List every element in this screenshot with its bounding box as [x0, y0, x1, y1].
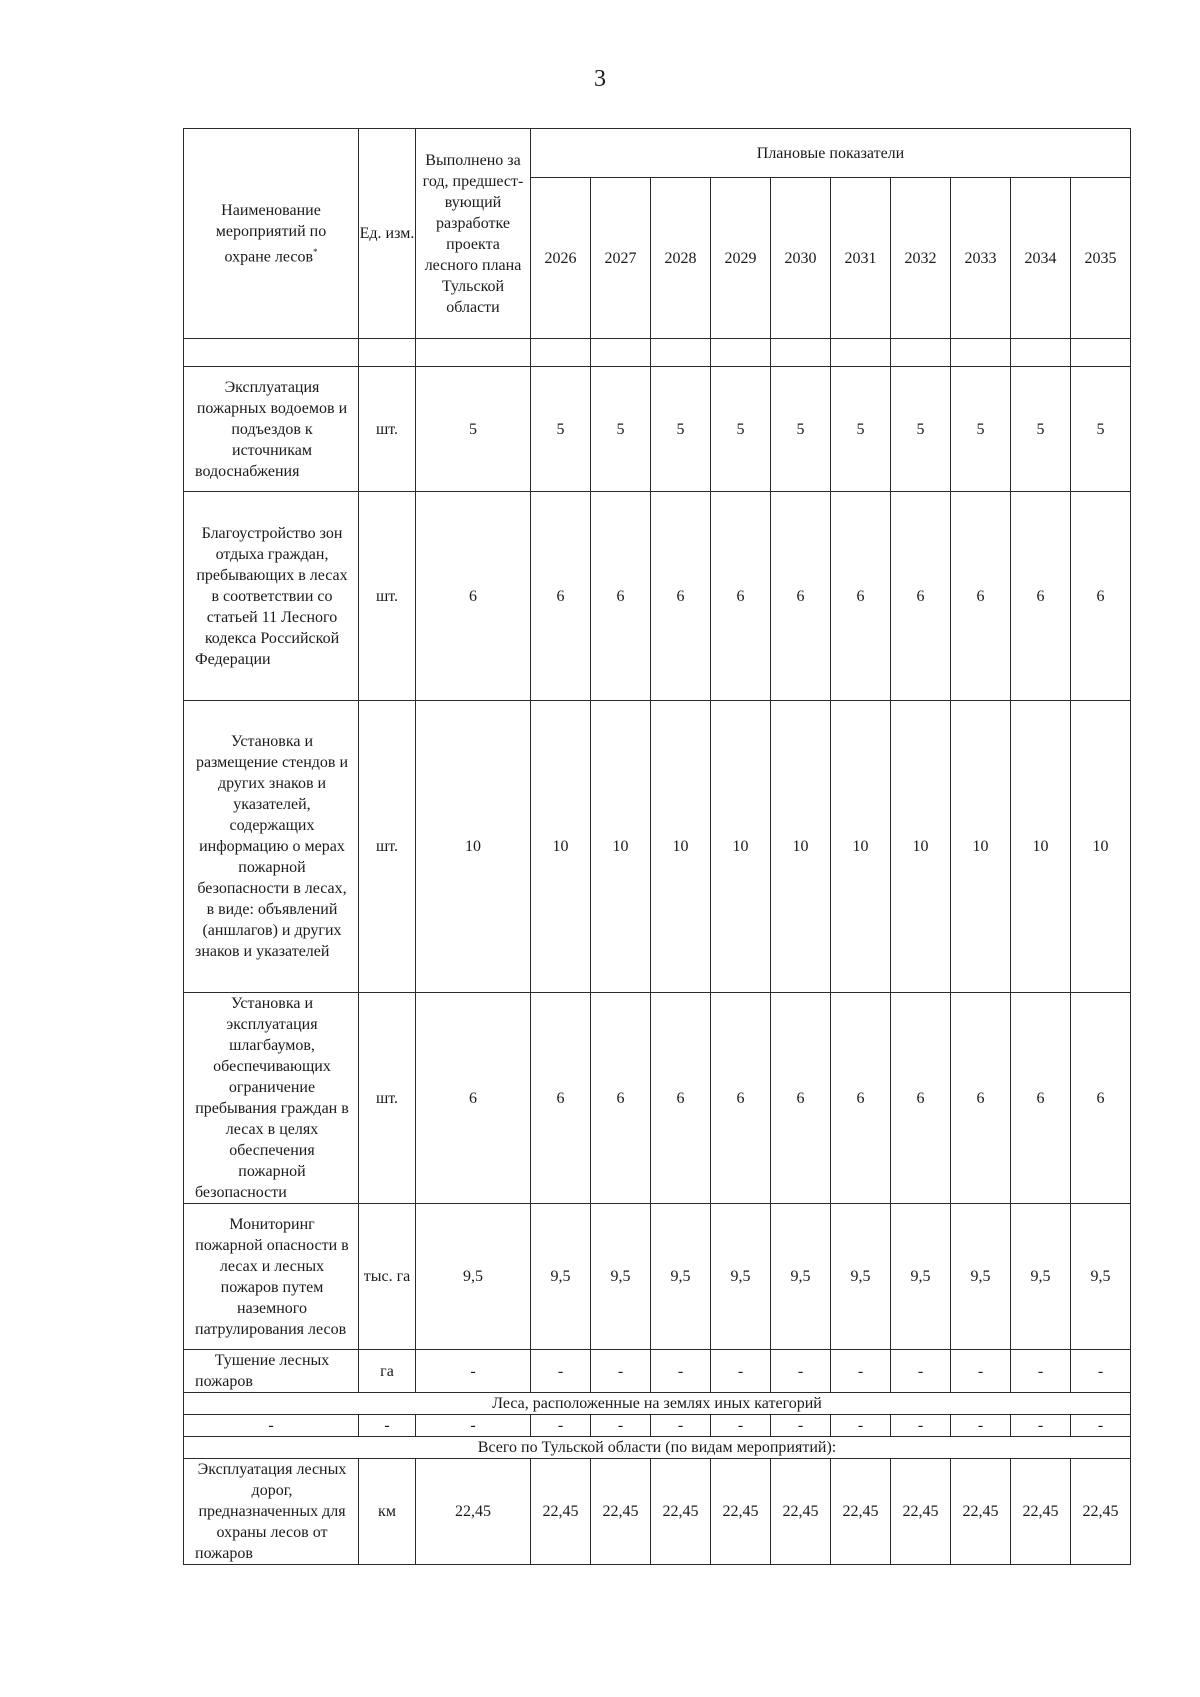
section-row [184, 1437, 1131, 1459]
header-year: 2032 [891, 178, 951, 339]
unit-cell: шт. [359, 993, 416, 1204]
value-cell: 6 [831, 993, 891, 1204]
value-cell: 6 [531, 993, 591, 1204]
value-cell: 10 [951, 701, 1011, 993]
section-row [184, 1393, 1131, 1415]
table-row [184, 701, 1131, 993]
value-cell: 5 [1011, 367, 1071, 492]
header-done: Выполнено за год, предшест-вующий разработке проекта лесного плана Тульской области [416, 129, 531, 339]
value-cell: - [651, 1350, 711, 1393]
value-cell: 22,45 [531, 1459, 591, 1565]
dash-value: - [831, 1415, 891, 1437]
empty-row [184, 339, 1131, 367]
value-cell: - [771, 1350, 831, 1393]
table-row [184, 1204, 1131, 1350]
value-cell: - [711, 1350, 771, 1393]
header-year: 2028 [651, 178, 711, 339]
value-cell: 10 [1071, 701, 1131, 993]
done-cell: 9,5 [416, 1204, 531, 1350]
value-cell: 6 [591, 492, 651, 701]
value-cell: 6 [651, 492, 711, 701]
dash-value: - [1071, 1415, 1131, 1437]
value-cell: 6 [1011, 993, 1071, 1204]
value-cell: 6 [1071, 492, 1131, 701]
header-year: 2030 [771, 178, 831, 339]
page-number: 3 [594, 66, 606, 92]
value-cell: 5 [651, 367, 711, 492]
value-cell: 5 [531, 367, 591, 492]
value-cell: - [591, 1350, 651, 1393]
value-cell: 6 [1071, 993, 1131, 1204]
value-cell: 9,5 [1011, 1204, 1071, 1350]
activity-name: Эксплуатация пожарных водоемов и подъездов к источникам водоснабжения [184, 367, 359, 492]
unit-cell: шт. [359, 701, 416, 993]
done-cell: 22,45 [416, 1459, 531, 1565]
value-cell: 9,5 [711, 1204, 771, 1350]
header-name: Наименование мероприятий по охране лесов* [184, 129, 359, 339]
unit-cell: шт. [359, 367, 416, 492]
value-cell: 6 [891, 993, 951, 1204]
activity-name: Тушение лесных пожаров [184, 1350, 359, 1393]
value-cell: - [831, 1350, 891, 1393]
header-unit: Ед. изм. [359, 129, 416, 339]
value-cell: 5 [951, 367, 1011, 492]
done-cell: 5 [416, 367, 531, 492]
table-row [184, 993, 1131, 1204]
section-other-title: Леса, расположенные на землях иных категорий [184, 1393, 1131, 1415]
value-cell: 22,45 [771, 1459, 831, 1565]
table-row [184, 367, 1131, 492]
value-cell: 9,5 [591, 1204, 651, 1350]
value-cell: - [1071, 1350, 1131, 1393]
value-cell: 6 [1011, 492, 1071, 701]
value-cell: - [891, 1350, 951, 1393]
value-cell: - [1011, 1350, 1071, 1393]
activity-name: Благоустройство зон отдыха граждан, пребывающих в лесах в соответствии со статьей 11 Лесного кодекса Российской Федерации [184, 492, 359, 701]
value-cell: 10 [771, 701, 831, 993]
header-year: 2035 [1071, 178, 1131, 339]
done-cell: - [416, 1350, 531, 1393]
header-year: 2026 [531, 178, 591, 339]
dash-value: - [711, 1415, 771, 1437]
dash-value: - [891, 1415, 951, 1437]
table-row [184, 1459, 1131, 1565]
value-cell: 6 [531, 492, 591, 701]
value-cell: 22,45 [651, 1459, 711, 1565]
value-cell: 5 [711, 367, 771, 492]
value-cell: 9,5 [831, 1204, 891, 1350]
value-cell: 10 [711, 701, 771, 993]
value-cell: 22,45 [951, 1459, 1011, 1565]
value-cell: 5 [591, 367, 651, 492]
value-cell: 9,5 [891, 1204, 951, 1350]
value-cell: 6 [951, 492, 1011, 701]
value-cell: 6 [711, 993, 771, 1204]
value-cell: 6 [771, 993, 831, 1204]
unit-cell: шт. [359, 492, 416, 701]
value-cell: 5 [831, 367, 891, 492]
value-cell: 9,5 [951, 1204, 1011, 1350]
dash-value: - [531, 1415, 591, 1437]
value-cell: 10 [891, 701, 951, 993]
dash-name: - [184, 1415, 359, 1437]
header-year: 2034 [1011, 178, 1071, 339]
unit-cell: км [359, 1459, 416, 1565]
value-cell: 10 [831, 701, 891, 993]
dash-value: - [1011, 1415, 1071, 1437]
activity-name: Мониторинг пожарной опасности в лесах и лесных пожаров путем наземного патрулирования лесов [184, 1204, 359, 1350]
value-cell: 9,5 [651, 1204, 711, 1350]
activity-name: Установка и эксплуатация шлагбаумов, обеспечивающих ограничение пребывания граждан в лесах в целях обеспечения пожарной безопасности [184, 993, 359, 1204]
done-cell: 10 [416, 701, 531, 993]
header-year: 2029 [711, 178, 771, 339]
value-cell: 9,5 [1071, 1204, 1131, 1350]
table-row [184, 492, 1131, 701]
value-cell: 9,5 [531, 1204, 591, 1350]
value-cell: 5 [1071, 367, 1131, 492]
table-body [184, 367, 1131, 1565]
value-cell: 10 [651, 701, 711, 993]
value-cell: 22,45 [1011, 1459, 1071, 1565]
value-cell: 6 [591, 993, 651, 1204]
value-cell: 6 [651, 993, 711, 1204]
done-cell: 6 [416, 993, 531, 1204]
unit-cell: тыс. га [359, 1204, 416, 1350]
dash-unit: - [359, 1415, 416, 1437]
unit-cell: га [359, 1350, 416, 1393]
done-cell: 6 [416, 492, 531, 701]
value-cell: - [531, 1350, 591, 1393]
value-cell: 10 [531, 701, 591, 993]
dash-value: - [771, 1415, 831, 1437]
value-cell: 10 [1011, 701, 1071, 993]
dash-value: - [651, 1415, 711, 1437]
activity-name: Установка и размещение стендов и других знаков и указателей, содержащих информацию о мерах пожарной безопасности в лесах, в виде: объявлений (аншлагов) и других знаков и указателей [184, 701, 359, 993]
value-cell: 6 [951, 993, 1011, 1204]
dash-row [184, 1415, 1131, 1437]
value-cell: 6 [771, 492, 831, 701]
value-cell: 6 [711, 492, 771, 701]
value-cell: 22,45 [591, 1459, 651, 1565]
value-cell: 6 [831, 492, 891, 701]
value-cell: 22,45 [711, 1459, 771, 1565]
activity-name: Эксплуатация лесных дорог, предназначенных для охраны лесов от пожаров [184, 1459, 359, 1565]
value-cell: 10 [591, 701, 651, 993]
value-cell: - [951, 1350, 1011, 1393]
header-year: 2033 [951, 178, 1011, 339]
header-year: 2031 [831, 178, 891, 339]
value-cell: 9,5 [771, 1204, 831, 1350]
table-row [184, 1350, 1131, 1393]
dash-done: - [416, 1415, 531, 1437]
value-cell: 22,45 [1071, 1459, 1131, 1565]
forest-protection-table [183, 128, 1131, 1565]
dash-value: - [951, 1415, 1011, 1437]
header-planned: Плановые показатели [531, 129, 1131, 178]
section-total-title: Всего по Тульской области (по видам мероприятий): [184, 1437, 1131, 1459]
header-year: 2027 [591, 178, 651, 339]
dash-value: - [591, 1415, 651, 1437]
value-cell: 5 [771, 367, 831, 492]
value-cell: 5 [891, 367, 951, 492]
value-cell: 22,45 [891, 1459, 951, 1565]
value-cell: 22,45 [831, 1459, 891, 1565]
value-cell: 6 [891, 492, 951, 701]
